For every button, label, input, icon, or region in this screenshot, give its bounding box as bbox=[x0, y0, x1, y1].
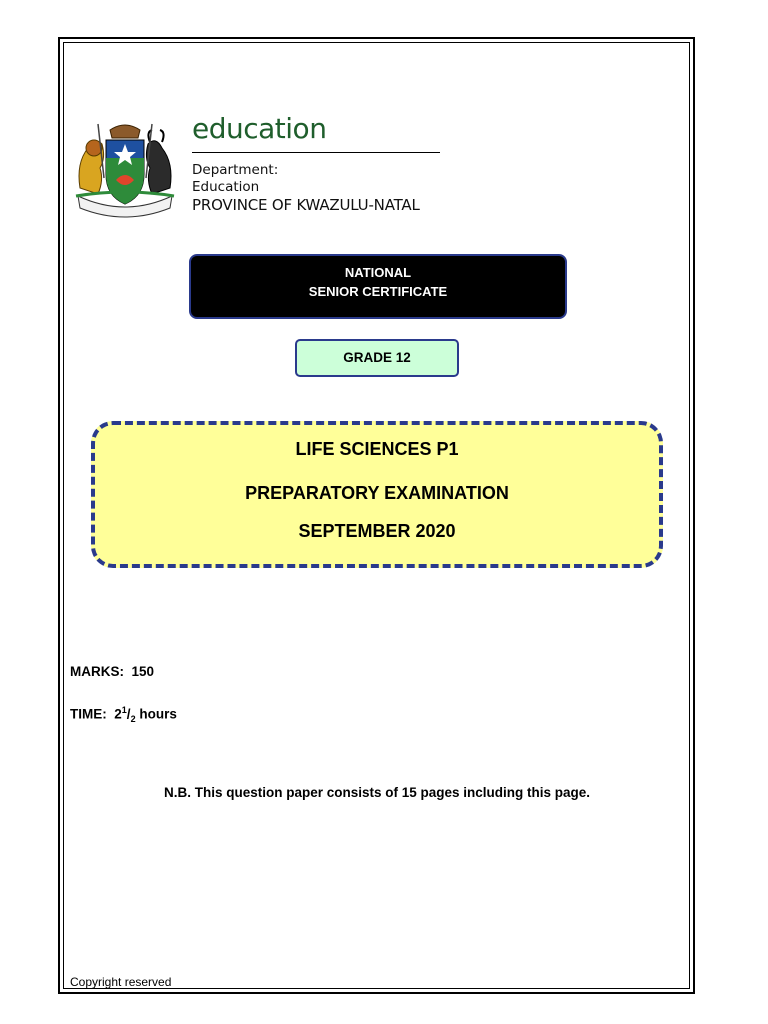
time-numerator: 1 bbox=[121, 705, 127, 715]
time-unit: hours bbox=[139, 706, 177, 722]
brand-name: education bbox=[192, 112, 327, 145]
page-count-note: N.B. This question paper consists of 15 pages including this page. bbox=[163, 785, 591, 800]
marks-line bbox=[70, 664, 154, 679]
time-denominator: 2 bbox=[130, 714, 136, 725]
certificate-line-1: NATIONAL bbox=[344, 265, 412, 280]
exam-type: PREPARATORY EXAMINATION bbox=[245, 483, 509, 503]
exam-title-panel bbox=[91, 421, 663, 568]
certificate-banner bbox=[189, 254, 567, 319]
exam-date: SEPTEMBER 2020 bbox=[298, 521, 456, 541]
exam-subject: LIFE SCIENCES P1 bbox=[295, 439, 459, 459]
province-name: PROVINCE OF KWAZULU-NATAL bbox=[192, 196, 420, 214]
copyright-footer: Copyright reserved bbox=[70, 975, 172, 989]
time-line: TIME: $2^1/_2$ hours bbox=[70, 705, 177, 725]
brand-divider bbox=[192, 152, 440, 153]
time-label: TIME: bbox=[70, 706, 107, 722]
marks-value: 150 bbox=[131, 664, 155, 679]
department-name: Education bbox=[192, 179, 260, 195]
certificate-line-2: SENIOR CERTIFICATE bbox=[308, 284, 448, 299]
time-whole: 2 bbox=[114, 706, 122, 722]
grade-badge: GRADE 12 bbox=[295, 339, 459, 377]
marks-label: MARKS: bbox=[70, 664, 124, 679]
department-label: Department: bbox=[192, 162, 279, 178]
coat-of-arms-logo bbox=[70, 118, 180, 218]
